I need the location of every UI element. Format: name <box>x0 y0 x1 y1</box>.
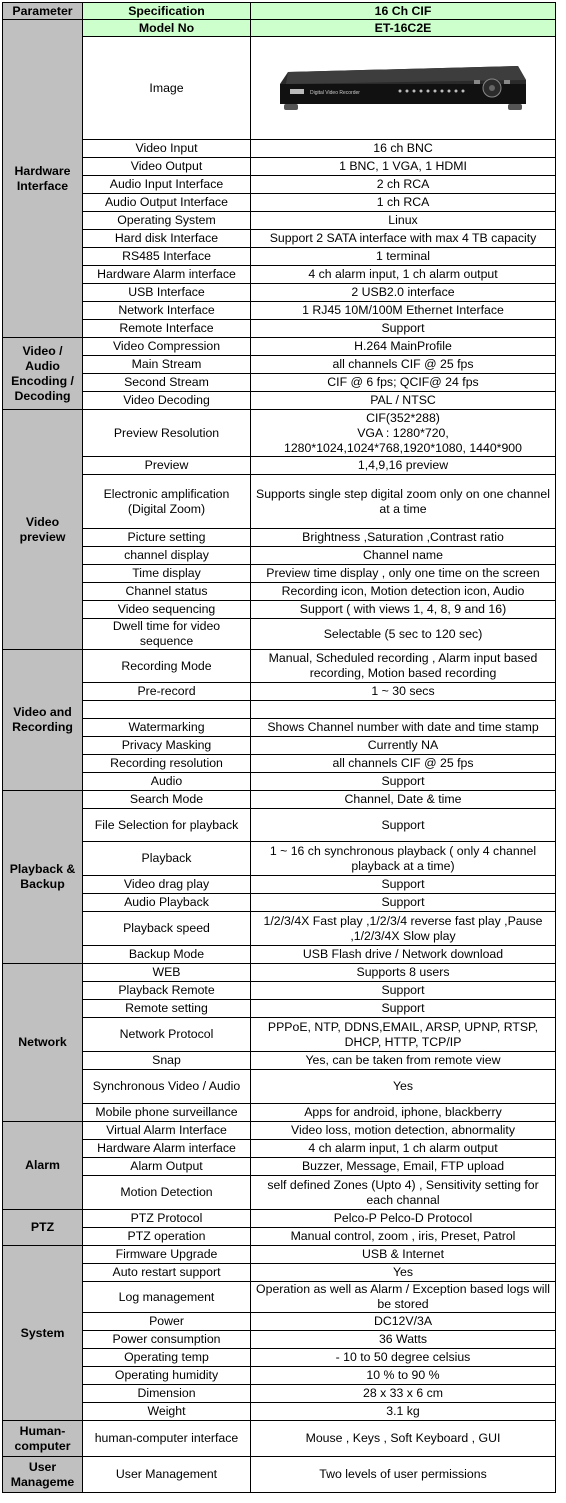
spec-value: Support ( with views 1, 4, 8, 9 and 16) <box>251 601 556 619</box>
parameter-header: Parameter <box>3 3 83 20</box>
spec-value: Support <box>251 1000 556 1018</box>
spec-row <box>3 284 556 302</box>
spec-row <box>3 1104 556 1122</box>
spec-value: 10 % to 90 % <box>251 1367 556 1385</box>
spec-row <box>3 791 556 809</box>
group-label-user-management: User Manageme <box>3 1457 83 1493</box>
spec-row <box>3 1018 556 1052</box>
spec-value: Supports single step digital zoom only on one channel at a time <box>251 475 556 529</box>
spec-label: Preview Resolution <box>83 410 251 457</box>
spec-label: Video sequencing <box>83 601 251 619</box>
group-label-preview: Video preview <box>3 410 83 650</box>
spec-label: Pre-record <box>83 683 251 701</box>
dvr-device-image <box>280 58 526 114</box>
spec-value: Support <box>251 773 556 791</box>
spec-label: Virtual Alarm Interface <box>83 1122 251 1140</box>
spec-value: Support <box>251 876 556 894</box>
spec-label <box>83 701 251 719</box>
spec-row <box>3 266 556 284</box>
spec-label: Watermarking <box>83 719 251 737</box>
spec-label: Weight <box>83 1403 251 1421</box>
spec-label: Log management <box>83 1282 251 1313</box>
spec-label: Auto restart support <box>83 1264 251 1282</box>
spec-row <box>3 737 556 755</box>
spec-value: Linux <box>251 212 556 230</box>
spec-label: Main Stream <box>83 356 251 374</box>
spec-label: Video Compression <box>83 338 251 356</box>
spec-label: channel display <box>83 547 251 565</box>
spec-label: Second Stream <box>83 374 251 392</box>
spec-value: Manual, Scheduled recording , Alarm input based recording, Motion based recording <box>251 650 556 683</box>
group-label-ptz: PTZ <box>3 1210 83 1246</box>
spec-label: Mobile phone surveillance <box>83 1104 251 1122</box>
group-label-alarm: Alarm <box>3 1122 83 1210</box>
spec-label: Time display <box>83 565 251 583</box>
spec-label: Power <box>83 1313 251 1331</box>
spec-label: Recording Mode <box>83 650 251 683</box>
spec-value <box>251 701 556 719</box>
spec-label: PTZ operation <box>83 1228 251 1246</box>
spec-row <box>3 230 556 248</box>
spec-row <box>3 158 556 176</box>
spec-row <box>3 1282 556 1313</box>
spec-value: 1/2/3/4X Fast play ,1/2/3/4 reverse fast play ,Pause ,1/2/3/4X Slow play <box>251 912 556 946</box>
spec-value: 4 ch alarm input, 1 ch alarm output <box>251 266 556 284</box>
spec-label: Privacy Masking <box>83 737 251 755</box>
image-label: Image <box>83 37 251 140</box>
spec-value: PPPoE, NTP, DDNS,EMAIL, ARSP, UPNP, RTSP, DHCP, HTTP, TCP/IP <box>251 1018 556 1052</box>
spec-label: Recording resolution <box>83 755 251 773</box>
spec-label: RS485 Interface <box>83 248 251 266</box>
spec-value: 1 ch RCA <box>251 194 556 212</box>
group-label-network: Network <box>3 964 83 1122</box>
spec-value: Channel name <box>251 547 556 565</box>
spec-value: PAL / NTSC <box>251 392 556 410</box>
group-label-system: System <box>3 1246 83 1421</box>
spec-row <box>3 1210 556 1228</box>
spec-row <box>3 529 556 547</box>
spec-label: User Management <box>83 1457 251 1493</box>
spec-row <box>3 1367 556 1385</box>
spec-label: Video Decoding <box>83 392 251 410</box>
spec-row <box>3 1140 556 1158</box>
spec-value: Support <box>251 809 556 842</box>
spec-row <box>3 457 556 475</box>
spec-value: Buzzer, Message, Email, FTP upload <box>251 1158 556 1176</box>
product-header: 16 Ch CIF <box>251 3 556 20</box>
spec-row <box>3 1403 556 1421</box>
group-label-encoding: Video / Audio Encoding / Decoding <box>3 338 83 410</box>
spec-value: Recording icon, Motion detection icon, Audio <box>251 583 556 601</box>
spec-row <box>3 140 556 158</box>
spec-label: Video Output <box>83 158 251 176</box>
specification-header: Specification <box>83 3 251 20</box>
spec-value: Channel, Date & time <box>251 791 556 809</box>
spec-label: Electronic amplification (Digital Zoom) <box>83 475 251 529</box>
spec-value: - 10 to 50 degree celsius <box>251 1349 556 1367</box>
spec-row <box>3 392 556 410</box>
spec-label: Motion Detection <box>83 1176 251 1210</box>
spec-label: Remote Interface <box>83 320 251 338</box>
group-label-human-computer: Human-computer <box>3 1421 83 1457</box>
spec-value: Yes <box>251 1070 556 1104</box>
spec-label: File Selection for playback <box>83 809 251 842</box>
spec-row <box>3 1385 556 1403</box>
spec-value: Selectable (5 sec to 120 sec) <box>251 619 556 650</box>
spec-value: H.264 MainProfile <box>251 338 556 356</box>
spec-label: Synchronous Video / Audio <box>83 1070 251 1104</box>
spec-row <box>3 248 556 266</box>
spec-row <box>3 809 556 842</box>
spec-value: USB & Internet <box>251 1246 556 1264</box>
spec-row <box>3 1158 556 1176</box>
spec-row <box>3 1313 556 1331</box>
spec-row <box>3 964 556 982</box>
spec-row <box>3 701 556 719</box>
spec-value: Preview time display , only one time on the screen <box>251 565 556 583</box>
spec-table <box>2 2 556 1493</box>
spec-label: Channel status <box>83 583 251 601</box>
spec-label: Power consumption <box>83 1331 251 1349</box>
spec-value: Yes, can be taken from remote view <box>251 1052 556 1070</box>
spec-row <box>3 1000 556 1018</box>
spec-value: Video loss, motion detection, abnormality <box>251 1122 556 1140</box>
spec-row <box>3 547 556 565</box>
spec-label: Network Protocol <box>83 1018 251 1052</box>
spec-row <box>3 338 556 356</box>
spec-value: 36 Watts <box>251 1331 556 1349</box>
spec-row <box>3 1176 556 1210</box>
spec-row <box>3 912 556 946</box>
spec-label: Preview <box>83 457 251 475</box>
spec-row <box>3 982 556 1000</box>
spec-value: 28 x 33 x 6 cm <box>251 1385 556 1403</box>
spec-value: Brightness ,Saturation ,Contrast ratio <box>251 529 556 547</box>
spec-row <box>3 212 556 230</box>
group-label-playback: Playback & Backup <box>3 791 83 964</box>
spec-value: Support <box>251 982 556 1000</box>
spec-value: CIF @ 6 fps; QCIF@ 24 fps <box>251 374 556 392</box>
spec-value: 3.1 kg <box>251 1403 556 1421</box>
device-label: Digital Video Recorder <box>310 90 360 96</box>
spec-label: Firmware Upgrade <box>83 1246 251 1264</box>
spec-row <box>3 1228 556 1246</box>
spec-row <box>3 565 556 583</box>
spec-row <box>3 176 556 194</box>
spec-value: Currently NA <box>251 737 556 755</box>
header-row <box>3 3 556 20</box>
spec-label: Operating System <box>83 212 251 230</box>
spec-row <box>3 583 556 601</box>
group-label-hardware: Hardware Interface <box>3 20 83 338</box>
spec-label: Hard disk Interface <box>83 230 251 248</box>
spec-label: Picture setting <box>83 529 251 547</box>
spec-label: WEB <box>83 964 251 982</box>
spec-value: all channels CIF @ 25 fps <box>251 356 556 374</box>
spec-row <box>3 475 556 529</box>
spec-label: Playback speed <box>83 912 251 946</box>
spec-value: self defined Zones (Upto 4) , Sensitivity setting for each channal <box>251 1176 556 1210</box>
spec-value: 16 ch BNC <box>251 140 556 158</box>
spec-value: 2 ch RCA <box>251 176 556 194</box>
spec-label: Audio Playback <box>83 894 251 912</box>
spec-row <box>3 601 556 619</box>
spec-row <box>3 1349 556 1367</box>
spec-row <box>3 1331 556 1349</box>
spec-row <box>3 1052 556 1070</box>
spec-value: 4 ch alarm input, 1 ch alarm output <box>251 1140 556 1158</box>
spec-row <box>3 1457 556 1493</box>
spec-value: Supports 8 users <box>251 964 556 982</box>
spec-label: Playback <box>83 842 251 876</box>
spec-value: 1 terminal <box>251 248 556 266</box>
spec-row <box>3 719 556 737</box>
spec-value: Apps for android, iphone, blackberry <box>251 1104 556 1122</box>
spec-row <box>3 683 556 701</box>
spec-label: Snap <box>83 1052 251 1070</box>
spec-row <box>3 320 556 338</box>
spec-label: Audio <box>83 773 251 791</box>
spec-label: Alarm Output <box>83 1158 251 1176</box>
spec-value: 1 ~ 16 ch synchronous playback ( only 4 channel playback at a time) <box>251 842 556 876</box>
group-label-recording: Video and Recording <box>3 650 83 791</box>
spec-label: Hardware Alarm interface <box>83 266 251 284</box>
model-label: Model No <box>83 20 251 37</box>
spec-value: Mouse , Keys , Soft Keyboard , GUI <box>251 1421 556 1457</box>
spec-value: Support <box>251 894 556 912</box>
spec-value: 1 BNC, 1 VGA, 1 HDMI <box>251 158 556 176</box>
spec-row <box>3 876 556 894</box>
spec-value: Yes <box>251 1264 556 1282</box>
spec-value: all channels CIF @ 25 fps <box>251 755 556 773</box>
spec-row <box>3 946 556 964</box>
product-image-cell <box>251 37 556 140</box>
spec-row <box>3 1122 556 1140</box>
spec-label: Operating temp <box>83 1349 251 1367</box>
spec-label: Network Interface <box>83 302 251 320</box>
spec-value: CIF(352*288) VGA : 1280*720, 1280*1024,1024*768,1920*1080, 1440*900 <box>251 410 556 457</box>
spec-value: Support <box>251 320 556 338</box>
spec-label: Dwell time for video sequence <box>83 619 251 650</box>
spec-label: Video drag play <box>83 876 251 894</box>
spec-row <box>3 1264 556 1282</box>
spec-row <box>3 302 556 320</box>
spec-row <box>3 894 556 912</box>
spec-label: Audio Input Interface <box>83 176 251 194</box>
spec-row <box>3 356 556 374</box>
spec-value: DC12V/3A <box>251 1313 556 1331</box>
spec-row <box>3 374 556 392</box>
spec-value: Operation as well as Alarm / Exception based logs will be stored <box>251 1282 556 1313</box>
spec-label: human-computer interface <box>83 1421 251 1457</box>
spec-row <box>3 842 556 876</box>
spec-value: 1 RJ45 10M/100M Ethernet Interface <box>251 302 556 320</box>
spec-label: Dimension <box>83 1385 251 1403</box>
spec-row <box>3 410 556 457</box>
spec-row <box>3 1246 556 1264</box>
spec-value: 1 ~ 30 secs <box>251 683 556 701</box>
spec-label: Operating humidity <box>83 1367 251 1385</box>
spec-label: Video Input <box>83 140 251 158</box>
spec-row <box>3 619 556 650</box>
spec-row <box>3 755 556 773</box>
spec-value: Shows Channel number with date and time stamp <box>251 719 556 737</box>
spec-table-body <box>3 3 556 1493</box>
spec-label: Hardware Alarm interface <box>83 1140 251 1158</box>
spec-value: 1,4,9,16 preview <box>251 457 556 475</box>
spec-label: Search Mode <box>83 791 251 809</box>
spec-label: Remote setting <box>83 1000 251 1018</box>
spec-row <box>3 1421 556 1457</box>
spec-label: USB Interface <box>83 284 251 302</box>
spec-label: Backup Mode <box>83 946 251 964</box>
model-value: ET-16C2E <box>251 20 556 37</box>
spec-label: Audio Output Interface <box>83 194 251 212</box>
spec-value: 2 USB2.0 interface <box>251 284 556 302</box>
spec-label: PTZ Protocol <box>83 1210 251 1228</box>
spec-value: Two levels of user permissions <box>251 1457 556 1493</box>
spec-value: Pelco-P Pelco-D Protocol <box>251 1210 556 1228</box>
model-row <box>3 20 556 37</box>
spec-value: Manual control, zoom , iris, Preset, Patrol <box>251 1228 556 1246</box>
image-row <box>3 37 556 140</box>
spec-row <box>3 1070 556 1104</box>
spec-row <box>3 773 556 791</box>
spec-row <box>3 650 556 683</box>
spec-row <box>3 194 556 212</box>
spec-label: Playback Remote <box>83 982 251 1000</box>
spec-value: USB Flash drive / Network download <box>251 946 556 964</box>
spec-value: Support 2 SATA interface with max 4 TB capacity <box>251 230 556 248</box>
